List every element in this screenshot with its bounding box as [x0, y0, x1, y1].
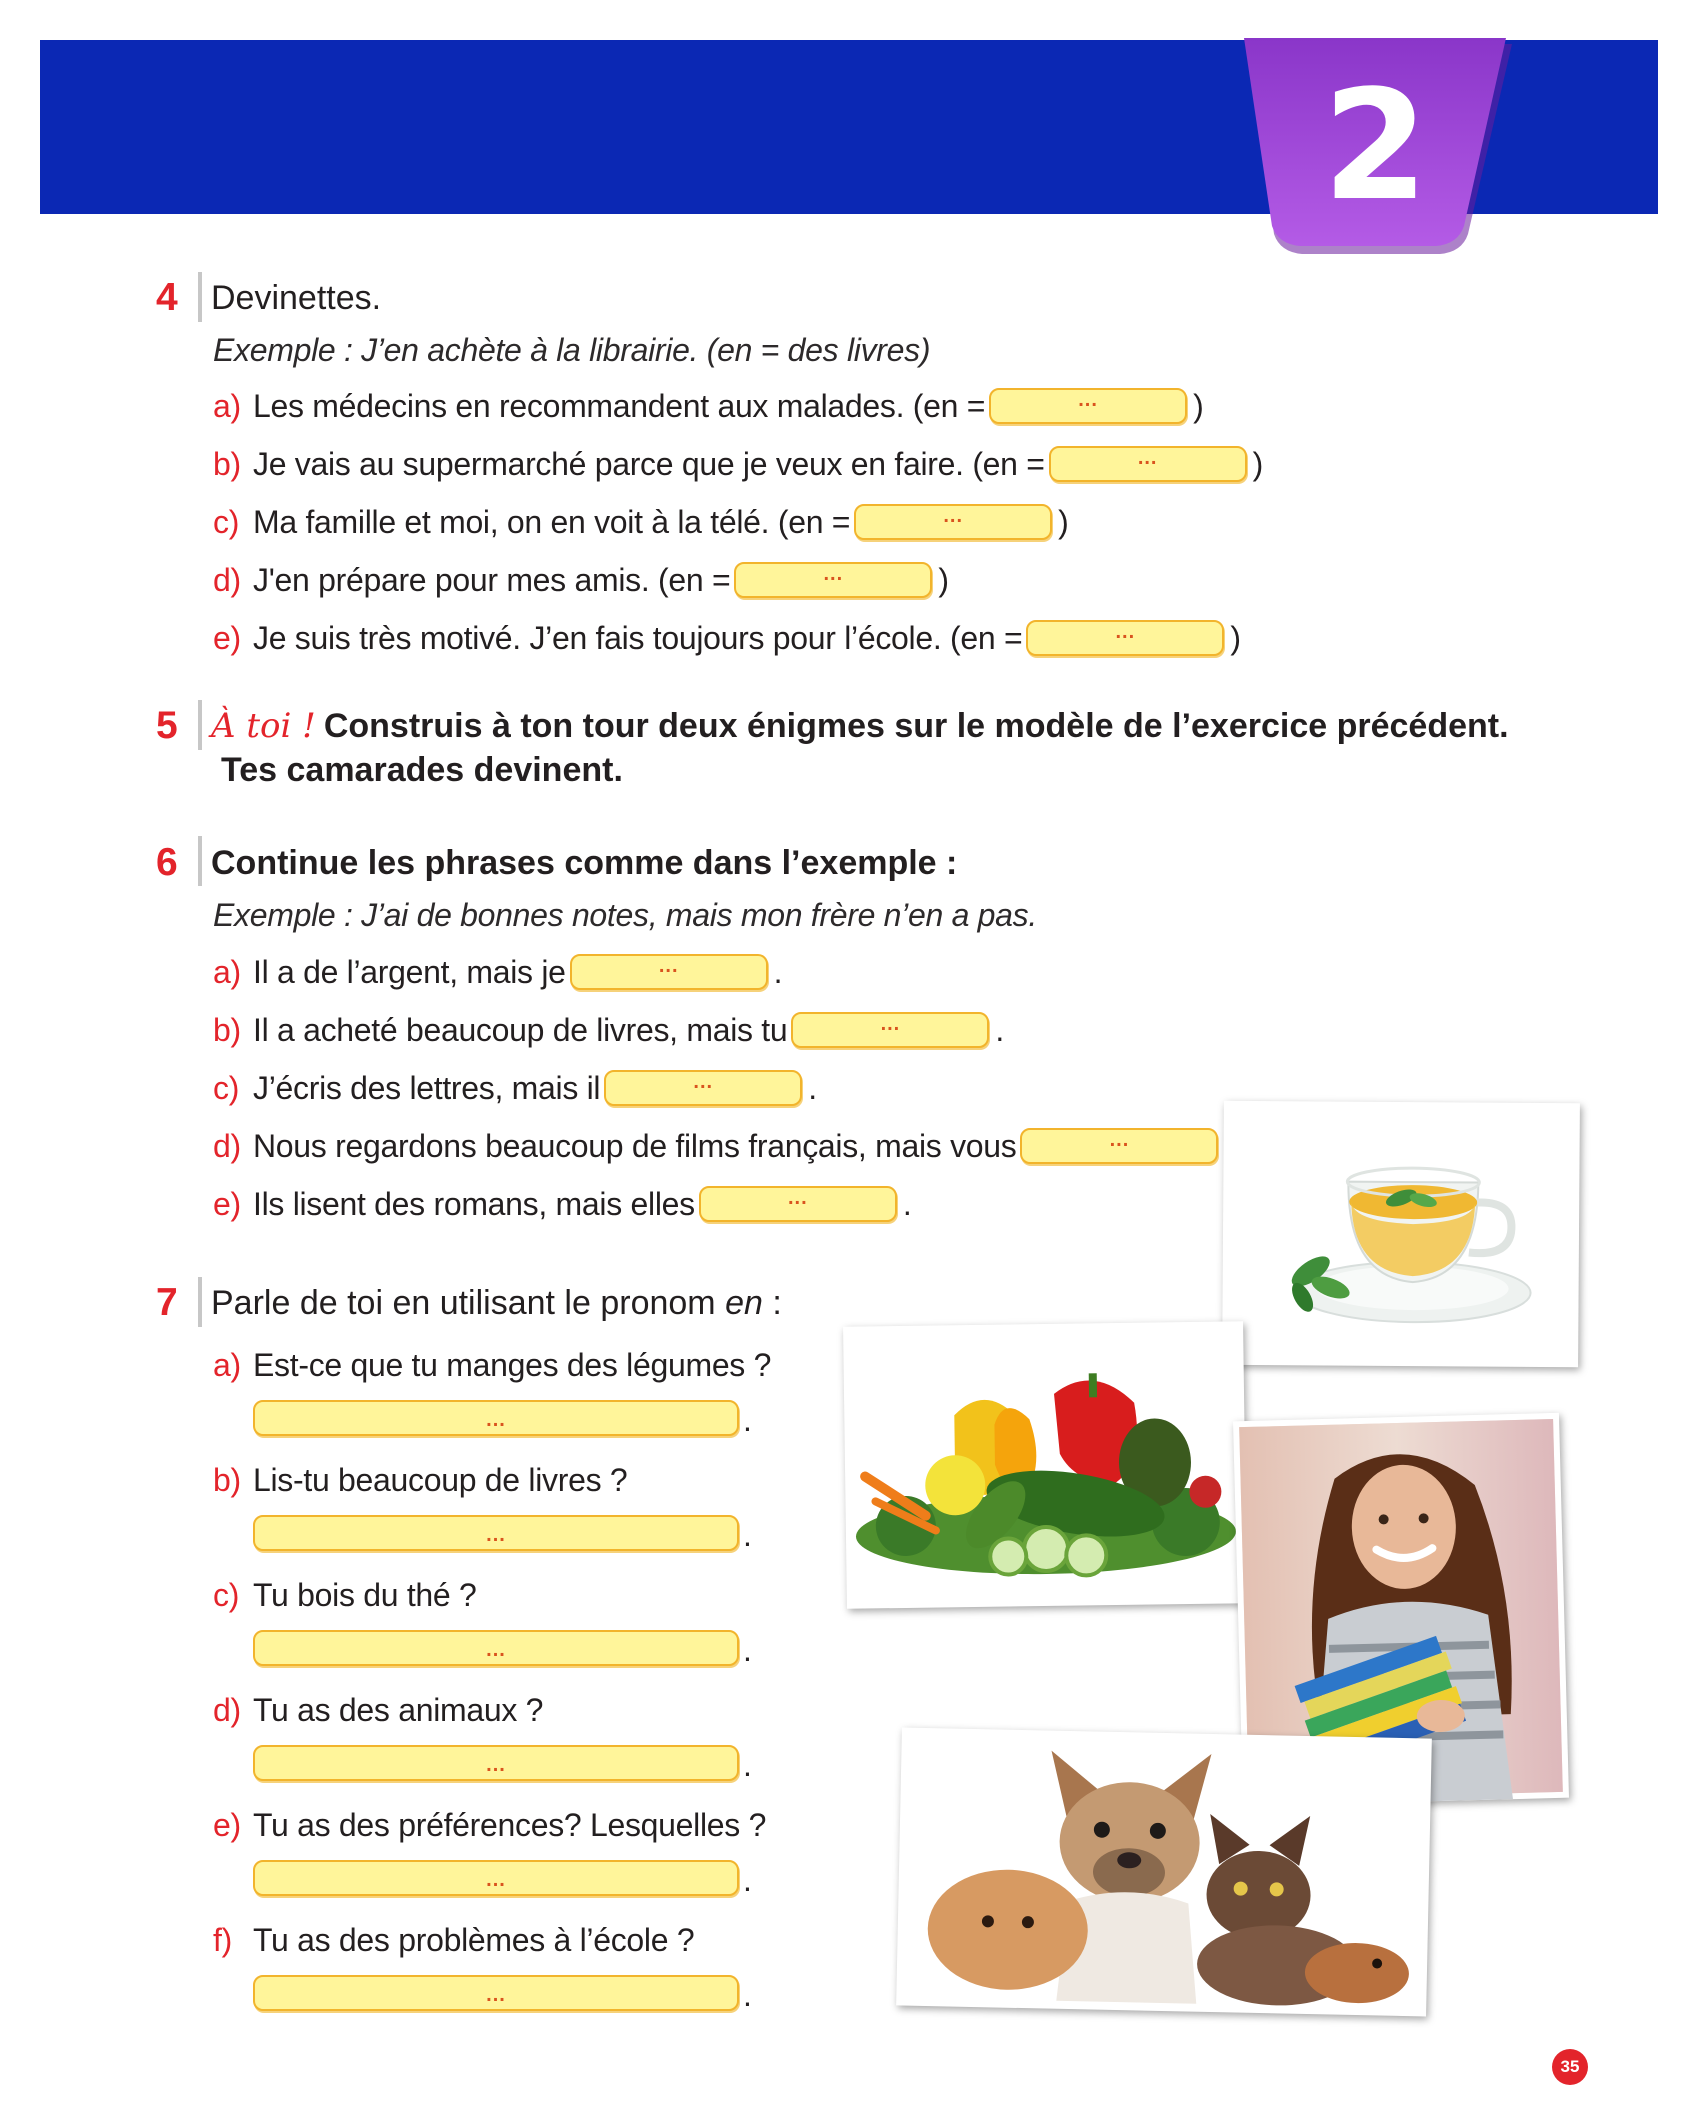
exercise-4-item-a: [213, 386, 1203, 426]
exercise-4-number: 4: [156, 276, 178, 319]
answer-field[interactable]: ...: [253, 1745, 739, 1781]
exercise-6-item-e: [213, 1184, 911, 1224]
unit-number: 2: [1322, 57, 1429, 234]
exercise-7-title-em: en: [725, 1284, 763, 1322]
item-letter: b): [213, 446, 241, 482]
item-letter: c): [213, 1070, 240, 1106]
answer-field[interactable]: ...: [1049, 446, 1247, 482]
exercise-7-answer-a: [253, 1398, 752, 1438]
answer-field[interactable]: ...: [253, 1860, 739, 1896]
exercise-7-title: [211, 1283, 782, 1324]
answer-field[interactable]: ...: [253, 1515, 739, 1551]
item-tail: ): [1252, 446, 1264, 482]
item-text: Je suis très motivé. J’en fais toujours pour l’école. (en =: [253, 620, 1023, 656]
item-tail: .: [902, 1186, 912, 1222]
item-tail: .: [743, 1402, 752, 1438]
exercise-6-item-b: [213, 1010, 1004, 1050]
exercise-7-divider: [198, 1277, 202, 1327]
item-tail: .: [743, 1747, 752, 1783]
exercise-6-item-c: [213, 1068, 817, 1108]
answer-field[interactable]: ...: [253, 1975, 739, 2011]
page-number: 35: [1552, 2049, 1588, 2085]
exercise-7-question-c: [213, 1577, 477, 1614]
a-toi-tag: À toi !: [211, 706, 316, 746]
item-letter: b): [213, 1012, 241, 1048]
answer-field[interactable]: ...: [253, 1400, 739, 1436]
item-letter: d): [213, 562, 241, 598]
item-text: Il a de l’argent, mais je: [253, 954, 566, 990]
exercise-6-item-d: [213, 1126, 1233, 1166]
exercise-4-item-e: [213, 618, 1241, 658]
item-text: Ils lisent des romans, mais elles: [253, 1186, 695, 1222]
answer-field[interactable]: ...: [1026, 620, 1224, 656]
exercise-7-question-a: [213, 1347, 771, 1384]
item-letter: c): [213, 504, 240, 540]
item-letter: a): [213, 954, 241, 990]
answer-field[interactable]: ...: [604, 1070, 802, 1106]
item-tail: .: [743, 1977, 752, 2013]
exercise-5-line2-wrap: [221, 750, 623, 791]
answer-field[interactable]: ...: [791, 1012, 989, 1048]
exercise-4-example: Exemple : J’en achète à la librairie. (en = des livres): [213, 332, 931, 368]
exercise-7-question-b: [213, 1462, 627, 1499]
exercise-4-title: [211, 278, 381, 319]
pets-photo: [896, 1727, 1432, 2016]
item-tail: ): [1193, 388, 1204, 424]
answer-field[interactable]: ...: [570, 954, 768, 990]
exercise-7-answer-d: [253, 1743, 752, 1783]
exercise-7-question-f: [213, 1922, 694, 1959]
exercise-4-item-c: [213, 502, 1069, 542]
exercise-6-item-a: [213, 952, 782, 992]
exercise-5-line1: Construis à ton tour deux énigmes sur le modèle de l’exercice précédent.: [323, 707, 1509, 745]
exercise-4-item-d: [213, 560, 949, 600]
item-letter: b): [213, 1462, 241, 1498]
item-text: Je vais au supermarché parce que je veux en faire. (en =: [253, 446, 1045, 482]
item-letter: d): [213, 1692, 241, 1728]
item-letter: c): [213, 1577, 240, 1613]
item-tail: .: [743, 1517, 752, 1553]
item-tail: ): [938, 562, 949, 598]
item-tail: .: [808, 1070, 817, 1106]
tea-cup-photo: [1222, 1101, 1580, 1367]
item-letter: d): [213, 1128, 241, 1164]
exercise-7-answer-b: [253, 1513, 752, 1553]
exercise-7-answer-e: [253, 1858, 752, 1898]
exercise-7-answer-c: [253, 1628, 752, 1668]
item-text: Il a acheté beaucoup de livres, mais tu: [253, 1012, 788, 1048]
item-text: Les médecins en recommandent aux malades. (en =: [253, 388, 986, 424]
exercise-4-divider: [198, 272, 202, 322]
exercise-4-title-text: Devinettes.: [211, 279, 382, 317]
vegetables-photo: [843, 1321, 1247, 1609]
exercise-5-title: [211, 706, 1509, 747]
answer-field[interactable]: ...: [1020, 1128, 1218, 1164]
exercise-6-example: Exemple : J’ai de bonnes notes, mais mon frère n’en a pas.: [213, 897, 1037, 933]
answer-field[interactable]: ...: [854, 504, 1052, 540]
exercise-7-number: 7: [156, 1281, 178, 1324]
item-letter: f): [213, 1922, 232, 1958]
exercise-6-title: [211, 843, 957, 884]
question-text: Tu as des animaux ?: [253, 1692, 544, 1728]
exercise-6-title-text: Continue les phrases comme dans l’exemple :: [211, 844, 958, 882]
exercise-6-number: 6: [156, 841, 178, 884]
item-tail: .: [773, 954, 783, 990]
question-text: Tu as des problèmes à l’école ?: [253, 1922, 695, 1958]
item-tail: .: [995, 1012, 1004, 1048]
unit-tab: [1238, 34, 1513, 259]
question-text: Tu bois du thé ?: [253, 1577, 477, 1613]
exercise-7-answer-f: [253, 1973, 752, 2013]
exercise-4-item-b: [213, 444, 1263, 484]
exercise-6-divider: [198, 836, 202, 886]
question-text: Lis-tu beaucoup de livres ?: [253, 1462, 628, 1498]
exercise-7-title-start: Parle de toi en utilisant le pronom: [211, 1284, 716, 1322]
answer-field[interactable]: ...: [253, 1630, 739, 1666]
item-text: Nous regardons beaucoup de films français, mais vous: [253, 1128, 1017, 1164]
exercise-7-title-end: :: [762, 1284, 782, 1322]
exercise-5-divider: [198, 700, 202, 750]
item-letter: e): [213, 1807, 241, 1843]
exercise-7-question-e: [213, 1807, 766, 1844]
item-letter: a): [213, 388, 241, 424]
item-text: Ma famille et moi, on en voit à la télé. (en =: [253, 504, 851, 540]
item-letter: e): [213, 1186, 241, 1222]
exercise-7-question-d: [213, 1692, 543, 1729]
item-letter: a): [213, 1347, 241, 1383]
answer-field[interactable]: ...: [734, 562, 932, 598]
item-tail: .: [743, 1862, 752, 1898]
exercise-5-line2: Tes camarades devinent.: [221, 751, 623, 789]
item-tail: ): [1058, 504, 1069, 540]
item-tail: ): [1230, 620, 1241, 656]
answer-field[interactable]: ...: [989, 388, 1187, 424]
item-letter: e): [213, 620, 241, 656]
question-text: Tu as des préférences? Lesquelles ?: [253, 1807, 767, 1843]
item-text: J’écris des lettres, mais il: [253, 1070, 601, 1106]
answer-field[interactable]: ...: [699, 1186, 897, 1222]
exercise-5-number: 5: [156, 704, 178, 747]
question-text: Est-ce que tu manges des légumes ?: [253, 1347, 772, 1383]
item-tail: .: [743, 1632, 752, 1668]
item-text: J'en prépare pour mes amis. (en =: [253, 562, 731, 598]
